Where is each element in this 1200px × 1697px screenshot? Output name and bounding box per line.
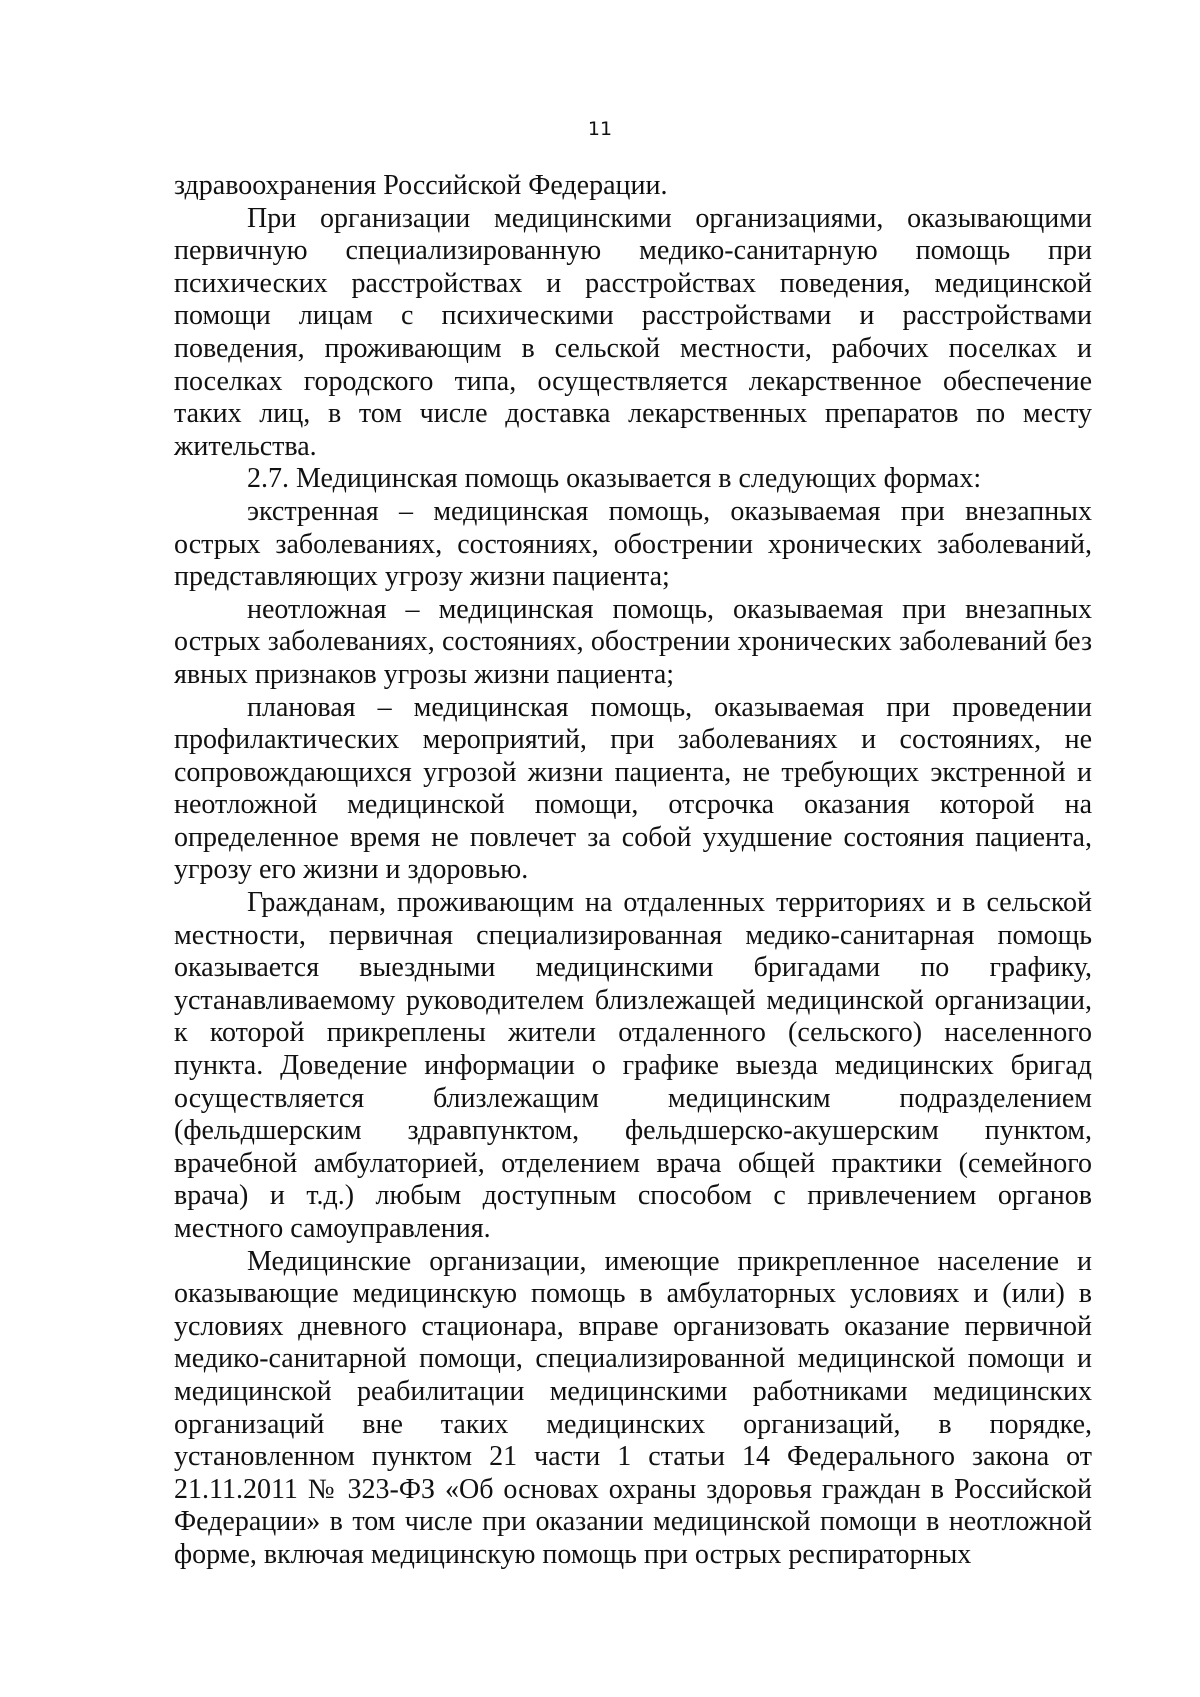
document-body xyxy=(174,170,1092,1572)
paragraph-urgent-form: неотложная – медицинская помощь, оказываемая при внезапных острых заболеваниях, состояниях, обострении хронических заболеваний без явных признаков угрозы жизни пациента; xyxy=(174,593,1092,690)
paragraph-remote-territories: Гражданам, проживающим на отдаленных территориях и в сельской местности, первичная специализированная медико-санитарная помощь оказывается выездными медицинскими бригадами по графику, устанавливаемому руководителем близлежащей медицинской организации, к которой прикреплены жители отдаленного (сельского) населенного пункта. Доведение информации о графике выезда медицинских бригад осуществляется близлежащим медицинским подразделением (фельдшерским здравпунктом, фельдшерско-акушерским пунктом, врачебной амбулаторией, отделением врача общей практики (семейного врача) и т.д.) любым доступным способом с привлечением органов местного самоуправления. xyxy=(174,887,1092,1244)
paragraph-section-2-7: 2.7. Медицинская помощь оказывается в следующих формах: xyxy=(247,463,982,495)
paragraph-outpatient-organizations: Медицинские организации, имеющие прикрепленное население и оказывающие медицинскую помощь в амбулаторных условиях и (или) в условиях дневного стационара, вправе организовать оказание первичной медико-санитарной помощи, специализированной медицинской помощи и медицинской реабилитации медицинскими работниками медицинских организаций вне таких медицинских организаций, в порядке, установленном пунктом 21 части 1 статьи 14 Федерального закона от 21.11.2011 № 323-ФЗ «Об основах охраны здоровья граждан в Российской Федерации» в том числе при оказании медицинской помощи в неотложной форме, включая медицинскую помощь при острых респираторных xyxy=(174,1245,1092,1570)
paragraph-emergency-form: экстренная – медицинская помощь, оказываемая при внезапных острых заболеваниях, состояниях, обострении хронических заболеваний, представляющих угрозу жизни пациента; xyxy=(174,495,1092,593)
paragraph-drug-supply: При организации медицинскими организациями, оказывающими первичную специализированную медико-санитарную помощь при психических расстройствах и расстройствах поведения, медицинской помощи лицам с психическими расстройствами и расстройствами поведения, проживающим в сельской местности, рабочих поселках и поселках городского типа, осуществляется лекарственное обеспечение таких лиц, в том числе доставка лекарственных препаратов по месту жительства. xyxy=(174,202,1092,462)
paragraph-continuation: здравоохранения Российской Федерации. xyxy=(174,170,668,201)
paragraph-planned-form: плановая – медицинская помощь, оказываемая при проведении профилактических мероприятий, при заболеваниях и состояниях, не сопровождающихся угрозой жизни пациента, не требующих экстренной и неотложной медицинской помощи, отсрочка оказания которой на определенное время не повлечет за собой ухудшение состояния пациента, угрозу его жизни и здоровью. xyxy=(174,691,1092,886)
page-number: 11 xyxy=(587,118,613,140)
